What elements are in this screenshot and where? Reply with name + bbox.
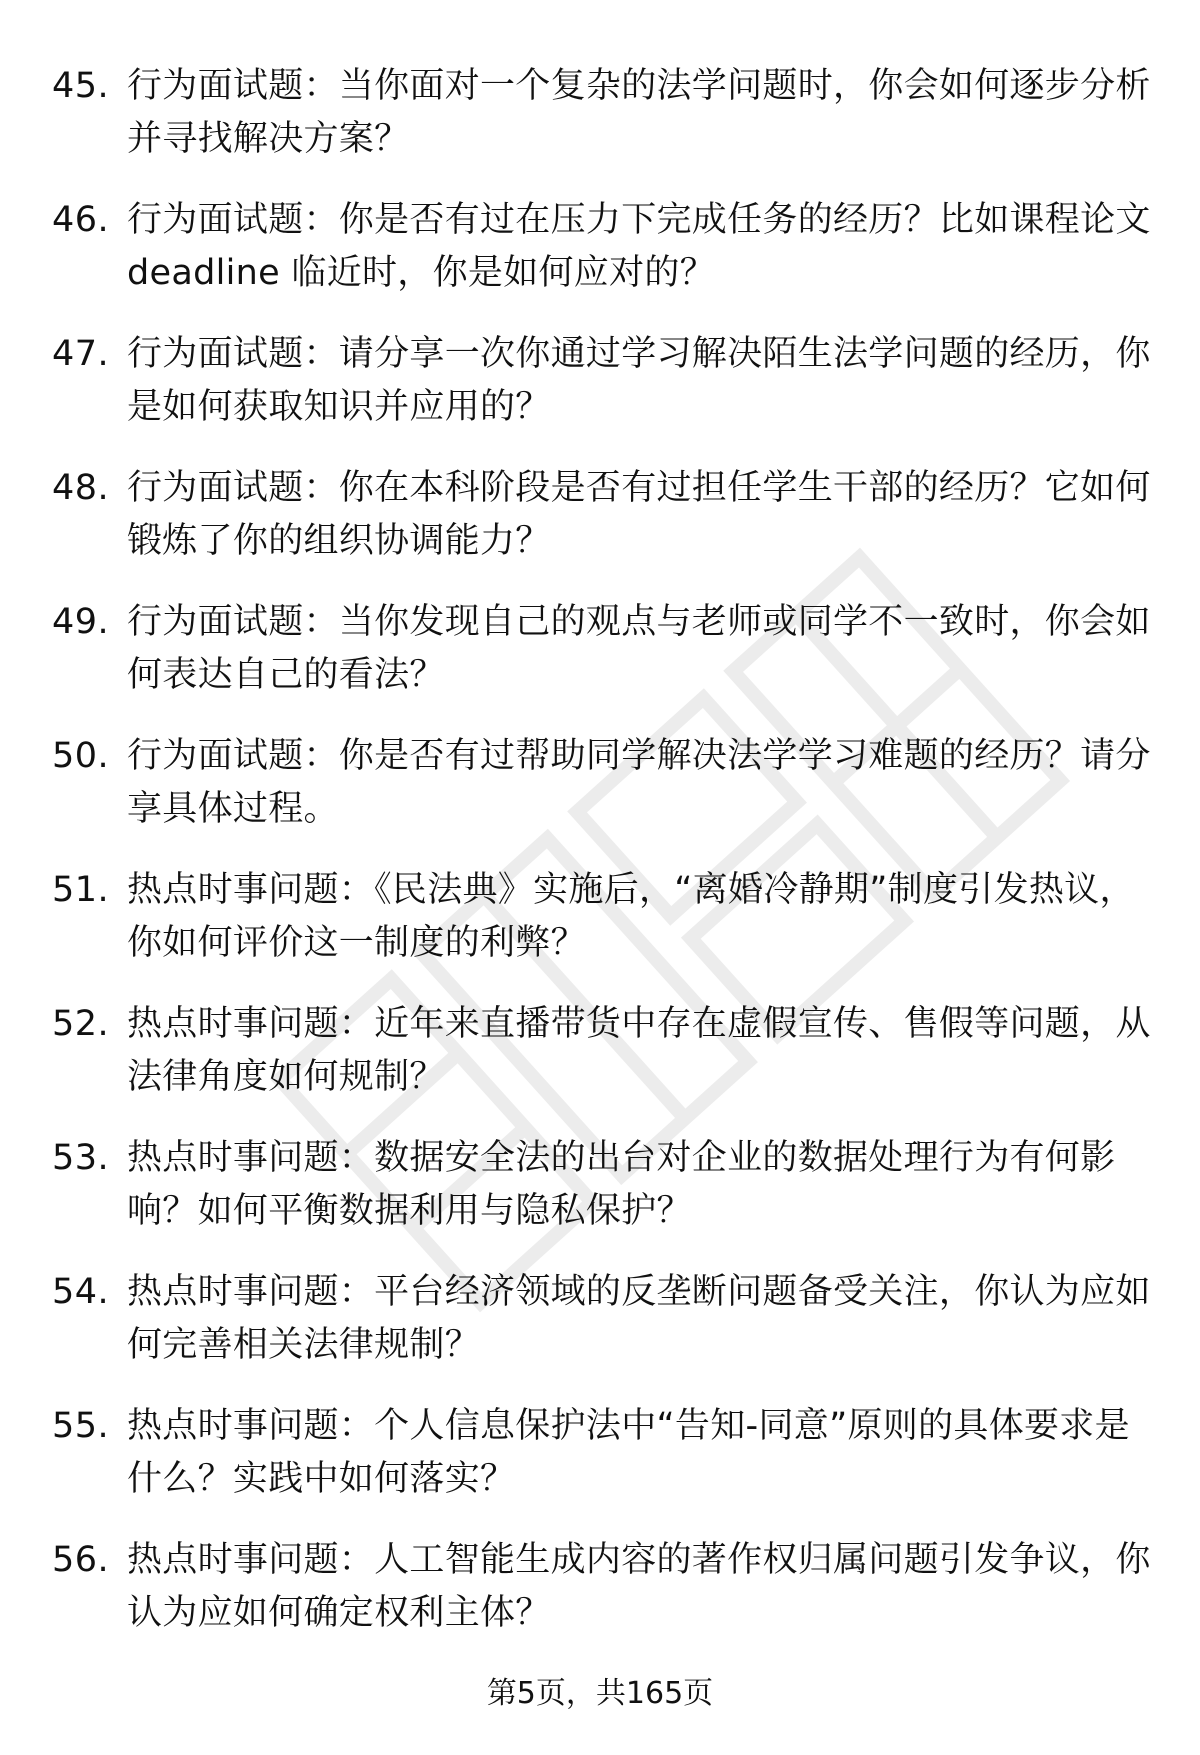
question-number: 47. — [52, 334, 110, 374]
question-text: 行为面试题：你在本科阶段是否有过担任学生干部的经历？它如何锻炼了你的组织协调能力？ — [127, 468, 1151, 561]
question-text: 热点时事问题：《民法典》实施后，“离婚冷静期”制度引发热议，你如何评价这一制度的利弊？ — [127, 870, 1135, 963]
question-text: 行为面试题：你是否有过帮助同学解决法学学习难题的经历？请分享具体过程。 — [127, 736, 1151, 829]
question-number: 55. — [52, 1406, 110, 1446]
question-number: 48. — [52, 468, 110, 508]
question-text: 热点时事问题：平台经济领域的反垄断问题备受关注，你认为应如何完善相关法律规制？ — [127, 1272, 1151, 1365]
question-text: 热点时事问题：数据安全法的出台对企业的数据处理行为有何影响？如何平衡数据利用与隐私保护？ — [127, 1138, 1116, 1231]
question-item — [0, 596, 1200, 730]
question-text: 热点时事问题：近年来直播带货中存在虚假宣传、售假等问题，从法律角度如何规制？ — [127, 1004, 1151, 1097]
question-number: 45. — [52, 66, 110, 106]
page-footer — [0, 1674, 1200, 1714]
question-text: 热点时事问题：个人信息保护法中“告知-同意”原则的具体要求是什么？实践中如何落实？ — [127, 1406, 1130, 1499]
question-list — [0, 60, 1200, 1668]
question-number: 52. — [52, 1004, 110, 1044]
page-number-label: 第5页，共165页 — [486, 1676, 714, 1711]
question-item — [0, 60, 1200, 194]
question-number: 49. — [52, 602, 110, 642]
question-item — [0, 864, 1200, 998]
question-number: 51. — [52, 870, 110, 910]
question-number: 53. — [52, 1138, 110, 1178]
question-number: 50. — [52, 736, 110, 776]
question-item — [0, 730, 1200, 864]
question-item — [0, 462, 1200, 596]
question-item — [0, 1534, 1200, 1668]
question-text: 行为面试题：当你面对一个复杂的法学问题时，你会如何逐步分析并寻找解决方案？ — [127, 66, 1151, 159]
question-item — [0, 328, 1200, 462]
question-text: 热点时事问题：人工智能生成内容的著作权归属问题引发争议，你认为应如何确定权利主体？ — [127, 1540, 1151, 1633]
question-text: 行为面试题：当你发现自己的观点与老师或同学不一致时，你会如何表达自己的看法？ — [127, 602, 1151, 695]
question-number: 56. — [52, 1540, 110, 1580]
question-item — [0, 1266, 1200, 1400]
question-text: 行为面试题：请分享一次你通过学习解决陌生法学问题的经历，你是如何获取知识并应用的？ — [127, 334, 1151, 427]
question-item — [0, 1400, 1200, 1534]
question-item — [0, 998, 1200, 1132]
question-text: 行为面试题：你是否有过在压力下完成任务的经历？比如课程论文 deadline 临近时，你是如何应对的？ — [127, 200, 1151, 293]
question-item — [0, 194, 1200, 328]
question-number: 46. — [52, 200, 110, 240]
question-number: 54. — [52, 1272, 110, 1312]
question-item — [0, 1132, 1200, 1266]
